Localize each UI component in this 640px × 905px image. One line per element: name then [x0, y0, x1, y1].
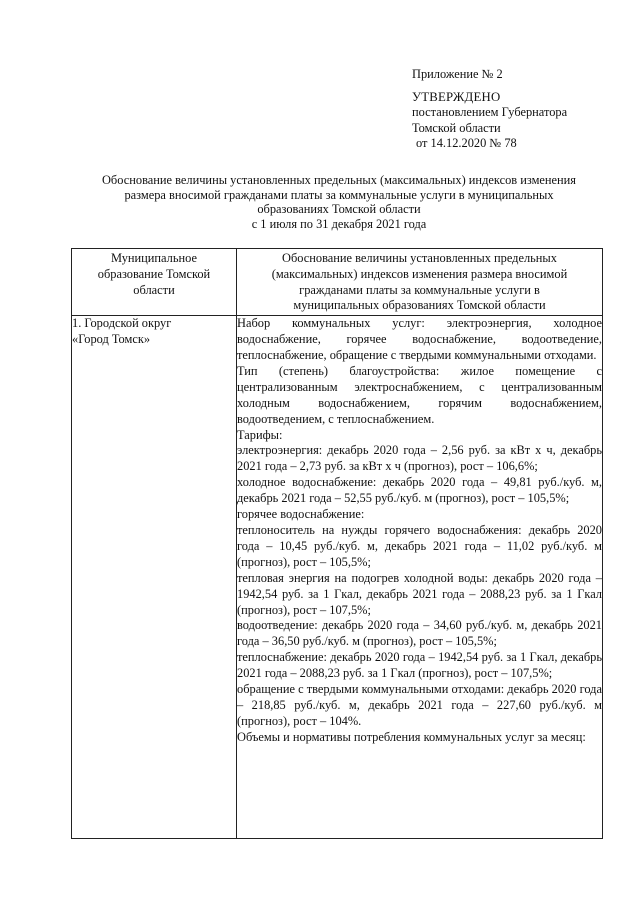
col1-header: [72, 249, 237, 316]
appendix-label: Приложение № 2: [412, 67, 503, 81]
title-line-3: образованиях Томской области: [257, 202, 421, 216]
paragraph-heating: теплоснабжение: декабрь 2020 года – 1942,54 руб. за 1 Гкал, декабрь 2021 года – 2088,23 руб. за 1 Гкал (прогноз), рост – 107,5%;: [237, 650, 602, 681]
col1-header-line: образование Томской: [97, 266, 211, 281]
title-line-2: размера вносимой гражданами платы за коммунальные услуги в муниципальных: [124, 187, 554, 202]
col2-header-line: (максимальных) индексов изменения размера вносимой: [271, 266, 568, 281]
municipality-line: «Город Томск»: [72, 331, 151, 346]
justification-cell: [237, 316, 603, 839]
col1-header-line: Муниципальное: [111, 251, 197, 265]
col2-header-line: Обоснование величины установленных предельных: [282, 251, 557, 265]
justification-table: [71, 248, 603, 839]
paragraph-hot-water-heading: горячее водоснабжение:: [237, 507, 365, 522]
paragraph-electricity: электроэнергия: декабрь 2020 года – 2,56 руб. за кВт х ч, декабрь 2021 года – 2,73 руб. за кВт х ч (прогноз), рост – 106,6%;: [237, 443, 602, 474]
approved-date: от 14.12.2020 № 78: [416, 136, 517, 151]
paragraph-volumes: Объемы и нормативы потребления коммунальных услуг за месяц:: [237, 729, 586, 744]
col2-header: [237, 249, 603, 316]
approved-by-line-2: Томской области: [412, 120, 501, 135]
paragraph-cold-water: холодное водоснабжение: декабрь 2020 года – 49,81 руб./куб. м, декабрь 2021 года – 52,55 руб./куб. м (прогноз), рост – 105,5%;: [237, 475, 602, 506]
approved-label: УТВЕРЖДЕНО: [412, 89, 501, 104]
paragraph-heat-energy: тепловая энергия на подогрев холодной воды: декабрь 2020 года – 1942,54 руб. за 1 Гкал, декабрь 2021 года – 2088,23 руб. за 1 Гкал (прогноз), рост – 107,5%;: [237, 570, 602, 617]
document-title: [74, 173, 604, 231]
table-header-row: [72, 249, 603, 316]
paragraph-services: Набор коммунальных услуг: электроэнергия, холодное водоснабжение, горячее водоснабжение, водоотведение, теплоснабжение, обращение с твердыми коммунальными отходами.: [237, 316, 602, 362]
title-line-1: Обоснование величины установленных предельных (максимальных) индексов изменения: [101, 173, 577, 187]
municipality-line: 1. Городской округ: [72, 316, 172, 331]
paragraph-tariffs-heading: Тарифы:: [237, 427, 283, 442]
paragraph-waste: обращение с твердыми коммунальными отходами: декабрь 2020 года – 218,85 руб./куб. м, декабрь 2021 года – 227,60 руб./куб. м (прогноз), рост – 104%.: [237, 682, 602, 728]
col2-header-line: муниципальных образованиях Томской области: [293, 298, 546, 313]
approved-by-line-1: постановлением Губернатора: [412, 105, 568, 120]
col1-header-line: области: [133, 282, 175, 297]
approval-block: [412, 67, 622, 152]
table-row: [72, 316, 603, 839]
title-line-4: с 1 июля по 31 декабря 2021 года: [251, 216, 427, 231]
paragraph-amenities: Тип (степень) благоустройства: жилое помещение с централизованным электроснабжением, с централизованным холодным водоснабжением, горячим водоснабжением, водоотведением, с теплоснабжением.: [237, 363, 602, 426]
paragraph-drainage: водоотведение: декабрь 2020 года – 34,60 руб./куб. м, декабрь 2021 года – 36,50 руб./куб. м (прогноз), рост – 105,5%;: [237, 618, 602, 649]
municipality-cell: [72, 316, 237, 839]
col2-header-line: гражданами платы за коммунальные услуги в: [299, 282, 540, 297]
paragraph-heat-carrier: теплоноситель на нужды горячего водоснабжения: декабрь 2020 года – 10,45 руб./куб. м, декабрь 2021 года – 11,02 руб./куб. м (прогноз), рост – 105,5%;: [237, 522, 602, 569]
